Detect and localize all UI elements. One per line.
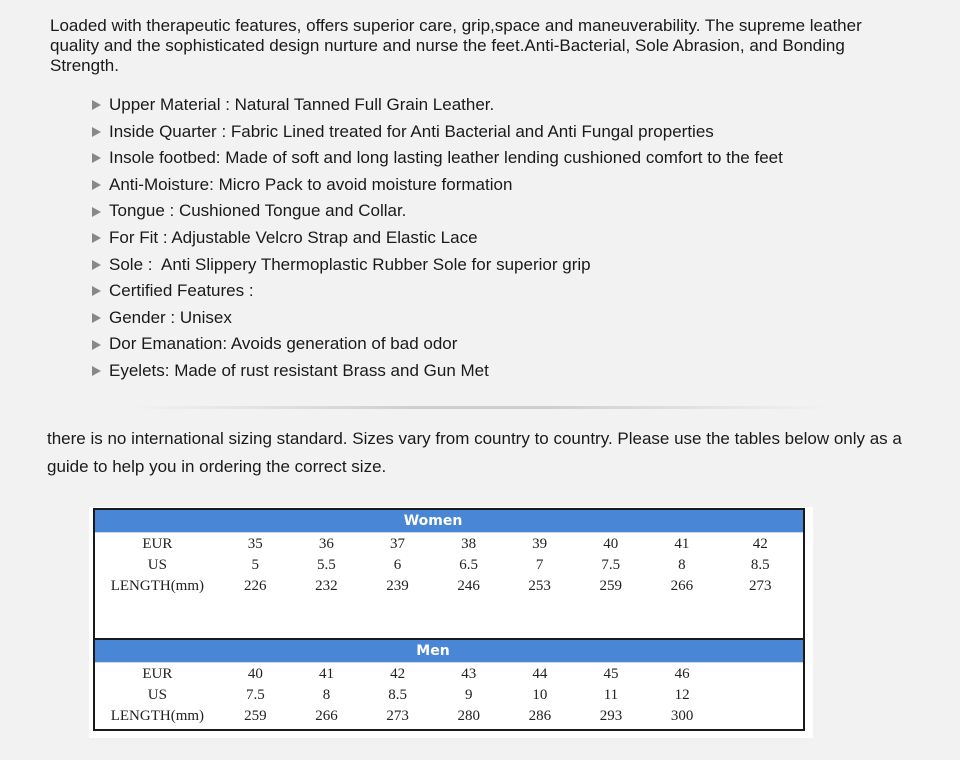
size-cell: 273 (386, 708, 409, 724)
size-cell: 9 (464, 687, 473, 703)
size-cell: 5 (251, 557, 260, 573)
feature-text: For Fit : Adjustable Velcro Strap and Elastic Lace (109, 227, 478, 247)
size-cell (718, 664, 803, 685)
size-cell: 38 (461, 536, 477, 552)
women-header (95, 510, 803, 533)
feature-text: Certified Features : (109, 281, 254, 301)
size-cell: 239 (386, 578, 409, 594)
men-title: Men (416, 643, 450, 659)
row-label: US (147, 687, 167, 703)
women-sizes (95, 534, 803, 597)
size-cell: 293 (599, 708, 623, 724)
size-cell: 7 (535, 557, 544, 573)
size-cell: 226 (244, 578, 267, 594)
arrow-right-icon (92, 207, 101, 217)
size-cell: 300 (670, 708, 694, 724)
size-cell: 253 (528, 578, 551, 594)
size-cell: 44 (532, 666, 548, 682)
size-cell: 41 (674, 536, 690, 552)
table-row (95, 706, 803, 727)
arrow-right-icon (92, 260, 101, 270)
row-label: LENGTH(mm) (110, 708, 205, 724)
row-label: US (147, 557, 167, 573)
row-label: LENGTH(mm) (110, 578, 205, 594)
size-cell: 37 (389, 536, 405, 552)
table-row (95, 664, 803, 685)
size-cell: 36 (318, 536, 334, 552)
arrow-right-icon (92, 313, 101, 323)
men-sizes (95, 664, 803, 727)
size-cell: 5.5 (317, 557, 336, 573)
table-row (95, 534, 803, 555)
arrow-right-icon (92, 340, 101, 350)
table-row (95, 555, 803, 576)
table-row (95, 685, 803, 706)
size-cell: 40 (603, 536, 619, 552)
row-label: EUR (142, 666, 173, 682)
feature-text: Dor Emanation: Avoids generation of bad odor (109, 334, 458, 354)
size-cell (718, 706, 803, 727)
size-cell: 232 (315, 578, 338, 594)
arrow-right-icon (92, 100, 101, 110)
size-cell: 39 (532, 536, 548, 552)
sizing-note: there is no international sizing standard. Sizes vary from country to country. Please use the tables below only as a guide to help you in ordering the correct size. (47, 429, 902, 476)
intro-paragraph: Loaded with therapeutic features, offers superior care, grip,space and maneuverability. The supreme leather quality and the sophisticated design nurture and nurse the feet.Anti-Bacterial, Sole Abrasion, and Bonding Strength. (50, 16, 862, 75)
arrow-right-icon (92, 180, 101, 190)
size-cell: 8 (322, 687, 331, 703)
size-cell: 45 (603, 666, 619, 682)
table-row (95, 576, 803, 597)
arrow-right-icon (92, 233, 101, 243)
feature-item (92, 198, 783, 225)
feature-text: Gender : Unisex (109, 307, 232, 327)
size-cell: 273 (748, 578, 772, 594)
feature-text: Upper Material : Natural Tanned Full Grain Leather. (109, 95, 495, 114)
row-label: EUR (142, 536, 173, 552)
size-cell: 7.5 (601, 557, 621, 573)
feature-text: Anti-Moisture: Micro Pack to avoid moisture formation (109, 174, 513, 194)
women-size-table (93, 508, 805, 640)
size-cell: 43 (461, 666, 477, 682)
feature-item (92, 358, 783, 385)
size-cell: 8.5 (388, 687, 407, 703)
size-cell: 35 (247, 536, 263, 552)
feature-item (92, 92, 783, 119)
feature-item (92, 225, 783, 252)
size-cell: 41 (318, 666, 334, 682)
size-cell: 40 (247, 666, 263, 682)
feature-item (92, 305, 783, 332)
men-header (95, 640, 803, 663)
women-title: Women (403, 513, 463, 529)
feature-item (92, 252, 783, 279)
size-cell: 11 (603, 687, 619, 703)
arrow-right-icon (92, 366, 101, 376)
size-chart (89, 507, 813, 738)
size-cell: 8.5 (750, 557, 770, 573)
size-cell: 266 (670, 578, 694, 594)
feature-item (92, 172, 783, 199)
size-cell: 42 (752, 536, 768, 552)
feature-list (92, 92, 783, 385)
feature-item (92, 278, 783, 305)
size-cell: 6.5 (459, 557, 478, 573)
feature-item (92, 331, 783, 358)
size-cell: 259 (244, 708, 267, 724)
size-cell: 286 (528, 708, 552, 724)
feature-text: Insole footbed: Made of soft and long lasting leather lending cushioned comfort to the feet (109, 148, 783, 168)
size-cell: 46 (674, 666, 690, 682)
size-cell: 6 (393, 557, 402, 573)
size-cell: 42 (390, 666, 406, 682)
size-cell: 259 (599, 578, 622, 594)
arrow-right-icon (92, 153, 101, 163)
size-cell: 280 (457, 708, 480, 724)
men-size-table (93, 638, 805, 731)
feature-text: Tongue : Cushioned Tongue and Collar. (109, 201, 407, 221)
size-cell: 266 (315, 708, 338, 724)
feature-text: Eyelets: Made of rust resistant Brass and Gun Met (109, 360, 489, 380)
feature-text: Sole : Anti Slippery Thermoplastic Rubber Sole for superior grip (109, 254, 591, 274)
size-cell: 8 (678, 557, 686, 573)
size-cell: 7.5 (245, 687, 265, 703)
arrow-right-icon (92, 286, 101, 296)
feature-item (92, 119, 783, 146)
feature-text: Inside Quarter : Fabric Lined treated for Anti Bacterial and Anti Fungal properties (109, 121, 714, 141)
section-divider (130, 406, 830, 409)
size-cell: 246 (457, 578, 480, 594)
arrow-right-icon (92, 127, 101, 137)
size-cell: 12 (674, 687, 690, 703)
feature-item (92, 145, 783, 172)
size-cell (718, 685, 803, 706)
size-cell: 10 (532, 687, 548, 703)
